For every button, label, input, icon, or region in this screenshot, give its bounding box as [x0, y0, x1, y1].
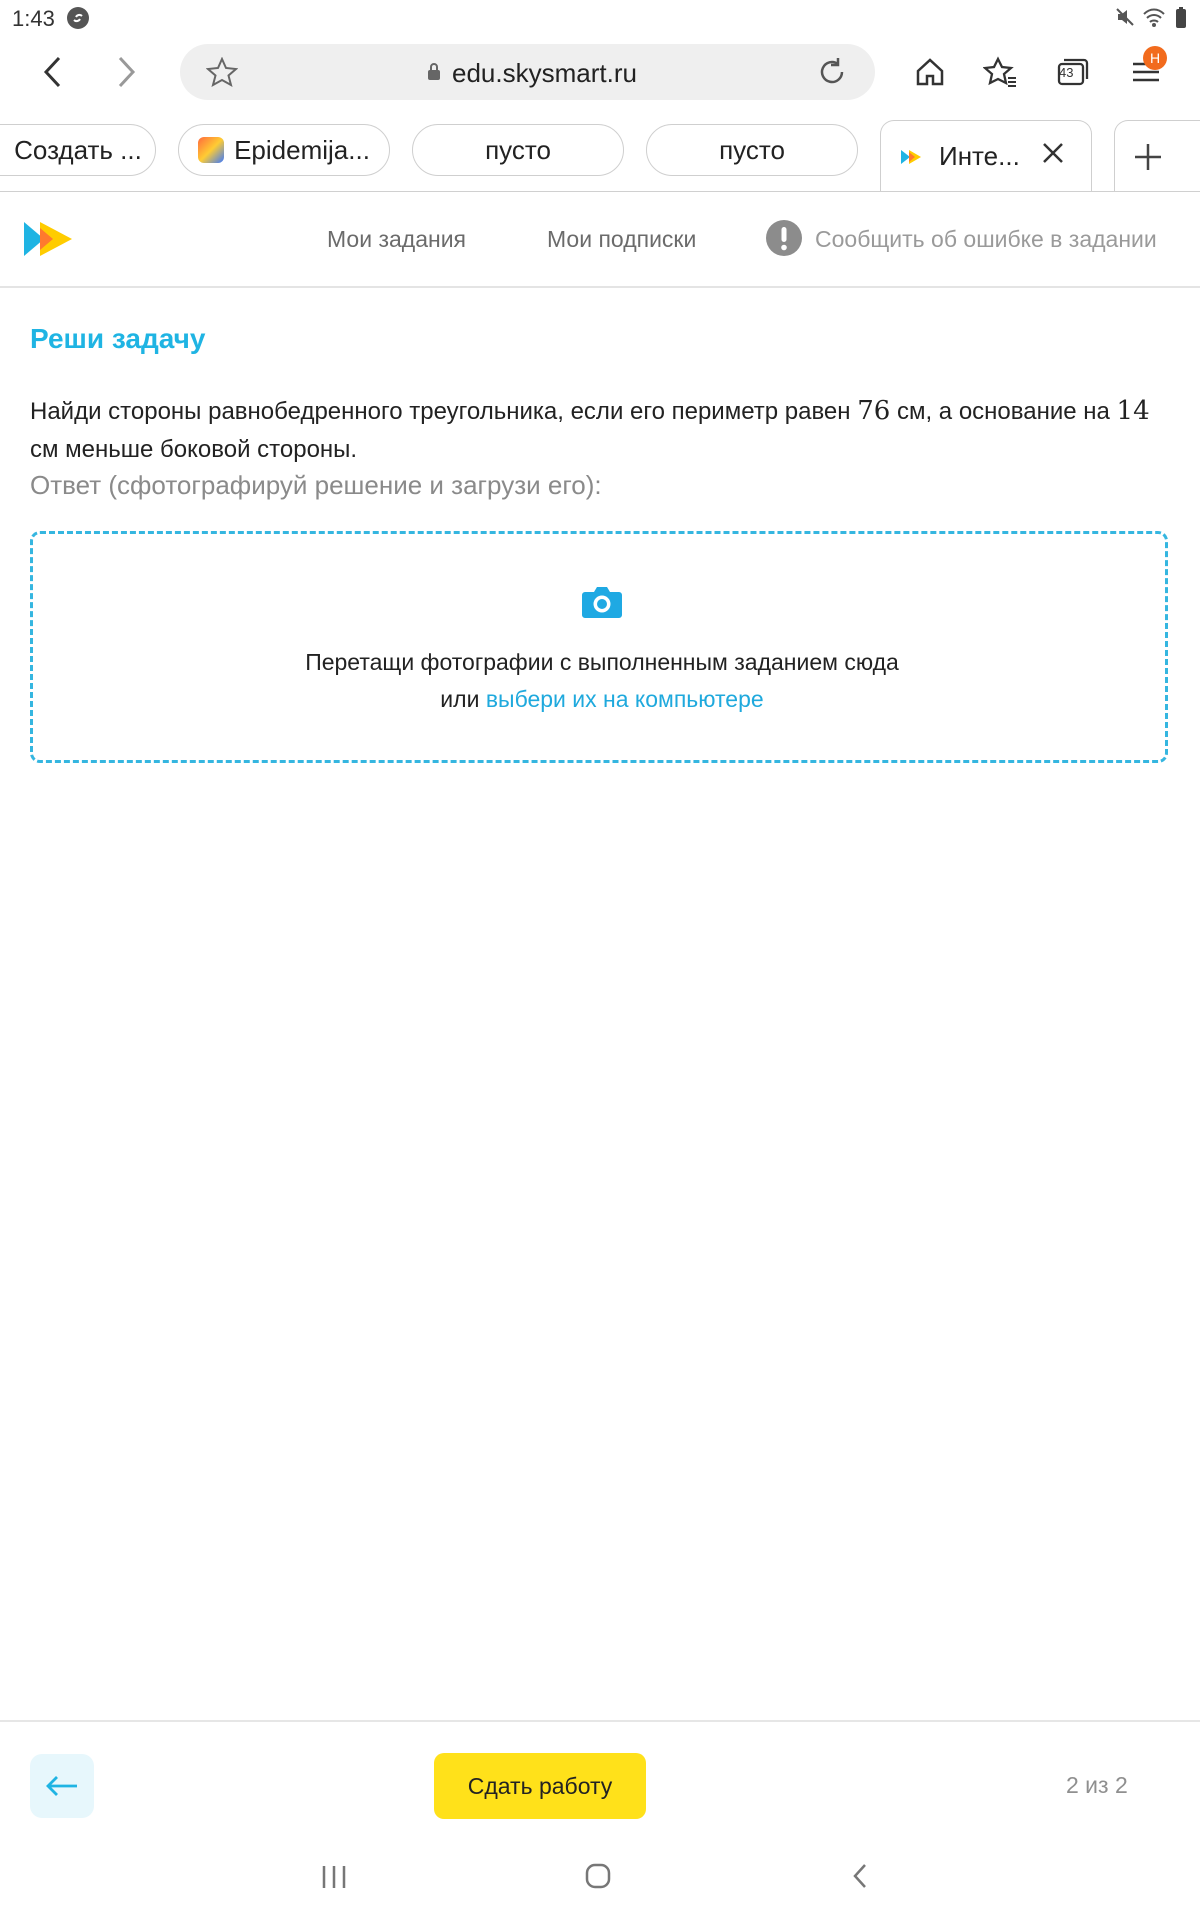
browser-back-button[interactable]: [33, 52, 73, 92]
dropzone-text: [33, 644, 1171, 718]
camera-icon: [581, 584, 623, 625]
page-indicator: 2 из 2: [1066, 1772, 1128, 1798]
task-text: [30, 392, 1170, 469]
close-tab-icon[interactable]: [1041, 141, 1065, 172]
submit-button[interactable]: Сдать работу: [434, 1753, 646, 1819]
task-text-part: см, а основание на: [890, 398, 1117, 425]
wifi-icon: [1142, 6, 1166, 33]
task-number: 14: [1116, 396, 1150, 426]
photo-dropzone[interactable]: [30, 531, 1168, 763]
nav-my-tasks[interactable]: Мои задания: [327, 226, 466, 252]
tab-favicon-icon: [198, 137, 224, 163]
tabs-count: 43: [1059, 65, 1074, 80]
system-navigation: [0, 1840, 1200, 1920]
bookmarks-button[interactable]: [980, 52, 1020, 92]
tabs-manager-button[interactable]: [1053, 52, 1093, 92]
task-text-part: см меньше боковой стороны.: [30, 436, 358, 463]
tab-label: Создать ...: [14, 134, 142, 165]
lock-icon: [426, 62, 442, 87]
status-bar: [0, 0, 1200, 36]
tab-empty-2[interactable]: [646, 124, 858, 176]
shazam-icon: [66, 6, 90, 35]
status-time: 1:43: [12, 6, 55, 31]
dropzone-or: или: [440, 686, 486, 712]
skysmart-favicon-icon: [901, 148, 923, 166]
mute-icon: [1114, 6, 1136, 33]
nav-my-subscriptions[interactable]: Мои подписки: [547, 226, 697, 252]
site-header: [0, 192, 1200, 288]
task-title: Реши задачу: [30, 323, 206, 354]
tab-label: Инте...: [939, 141, 1020, 171]
tab-strip: [0, 120, 1200, 192]
tab-label: пусто: [719, 134, 785, 165]
tab-label: пусто: [485, 134, 551, 165]
task-number: 76: [857, 396, 891, 426]
address-bar[interactable]: [180, 44, 875, 100]
tab-label: Epidemija...: [234, 134, 370, 165]
dropzone-alt: [33, 681, 1171, 718]
dropzone-instruction: Перетащи фотографии с выполненным заданием сюда: [305, 649, 899, 675]
reload-icon[interactable]: [816, 56, 848, 93]
profile-badge: H: [1143, 46, 1167, 70]
bottom-bar: [0, 1720, 1200, 1842]
new-tab-button[interactable]: [1114, 120, 1200, 192]
back-nav-icon[interactable]: [850, 1862, 870, 1895]
task-text-part: Найди стороны равнобедренного треугольника, если его периметр равен: [30, 398, 858, 425]
alert-icon[interactable]: [766, 220, 802, 261]
url-text: edu.skysmart.ru: [452, 58, 637, 88]
answer-label: Ответ (сфотографируй решение и загрузи его):: [30, 470, 602, 500]
plus-icon: [1133, 142, 1163, 172]
tab-create[interactable]: [0, 124, 156, 176]
tab-epidemija[interactable]: [178, 124, 390, 176]
home-button[interactable]: [910, 52, 950, 92]
browser-forward-button[interactable]: [106, 52, 146, 92]
back-button[interactable]: [30, 1754, 94, 1818]
skysmart-logo-icon[interactable]: [24, 220, 72, 263]
choose-files-link[interactable]: выбери их на компьютере: [485, 686, 764, 712]
arrow-left-icon: [45, 1775, 79, 1797]
report-error-link[interactable]: Сообщить об ошибке в задании: [815, 226, 1157, 252]
recents-icon[interactable]: [320, 1864, 348, 1895]
home-nav-icon[interactable]: [584, 1862, 612, 1895]
tab-active[interactable]: [880, 120, 1092, 192]
bookmark-star-icon[interactable]: [206, 57, 238, 92]
tab-empty-1[interactable]: [412, 124, 624, 176]
battery-icon: [1174, 6, 1188, 35]
